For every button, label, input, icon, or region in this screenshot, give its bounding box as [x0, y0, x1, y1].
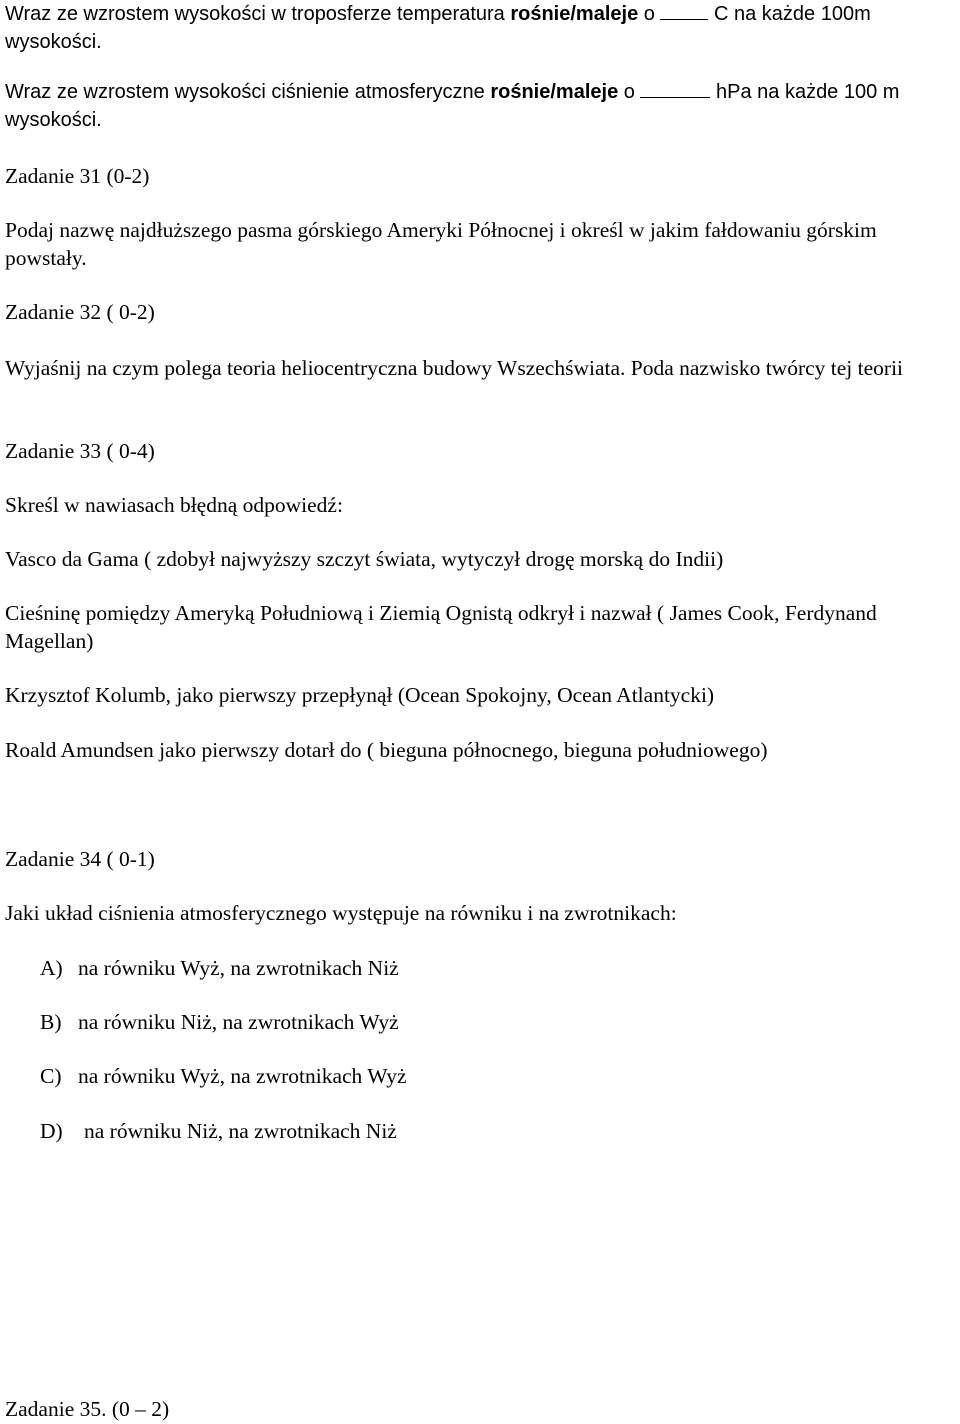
option-letter: A): [40, 956, 63, 980]
task-33-title: Zadanie 33 ( 0-4): [5, 439, 155, 463]
task-34-option-c: [40, 1062, 407, 1090]
option-letter: D): [40, 1119, 63, 1143]
troposphere-pressure-question: [5, 78, 958, 134]
pressure-unit-text: hPa na każde 100 m wysokości.: [5, 81, 900, 131]
pressure-choice: rośnie/maleje: [490, 81, 619, 103]
task-35-title: Zadanie 35. (0 – 2): [5, 1397, 170, 1421]
option-text: na równiku Wyż, na zwrotnikach Wyż: [78, 1064, 407, 1088]
task-34-title: Zadanie 34 ( 0-1): [5, 847, 155, 871]
troposphere-temperature-question: [5, 0, 958, 56]
task-33-item: Krzysztof Kolumb, jako pierwszy przepłynął (Ocean Spokojny, Ocean Atlantycki): [5, 683, 715, 707]
task-32-title: Zadanie 32 ( 0-2): [5, 300, 155, 324]
pressure-connector: o: [618, 81, 641, 103]
temperature-choice: rośnie/maleje: [510, 3, 639, 25]
pressure-blank[interactable]: [640, 79, 710, 98]
option-text: na równiku Niż, na zwrotnikach Wyż: [78, 1010, 399, 1034]
option-text: na równiku Wyż, na zwrotnikach Niż: [78, 956, 399, 980]
task-33-item: Roald Amundsen jako pierwszy dotarł do ( bieguna północnego, bieguna południowego): [5, 738, 768, 762]
task-33-item: Cieśninę pomiędzy Ameryką Południową i Ziemią Ognistą odkrył i nazwał ( James Cook, Ferdynand Magellan): [5, 601, 877, 653]
task-34-option-a: [40, 954, 399, 982]
temperature-connector: o: [638, 3, 661, 25]
temperature-blank[interactable]: [660, 1, 708, 20]
option-letter: B): [40, 1010, 62, 1034]
task-34-option-d: [40, 1117, 397, 1145]
temperature-text: Wraz ze wzrostem wysokości w troposferze temperatura: [5, 3, 511, 25]
pressure-text: Wraz ze wzrostem wysokości ciśnienie atmosferyczne: [5, 81, 491, 103]
task-34-option-b: [40, 1008, 399, 1036]
task-31-text: Podaj nazwę najdłuższego pasma górskiego Ameryki Północnej i określ w jakim fałdowaniu górskim powstały.: [5, 218, 877, 270]
task-33-item: Vasco da Gama ( zdobył najwyższy szczyt świata, wytyczył drogę morską do Indii): [5, 547, 724, 571]
option-letter: C): [40, 1064, 62, 1088]
task-33-instruction: Skreśl w nawiasach błędną odpowiedź:: [5, 493, 343, 517]
task-31-title: Zadanie 31 (0-2): [5, 164, 150, 188]
task-32-text: Wyjaśnij na czym polega teoria heliocentryczna budowy Wszechświata. Poda nazwisko twórcy tej teorii: [5, 356, 904, 380]
option-text: na równiku Niż, na zwrotnikach Niż: [84, 1119, 397, 1143]
temperature-unit-text: C na każde 100m wysokości.: [5, 3, 871, 53]
task-34-question: Jaki układ ciśnienia atmosferycznego występuje na równiku i na zwrotnikach:: [5, 901, 677, 925]
